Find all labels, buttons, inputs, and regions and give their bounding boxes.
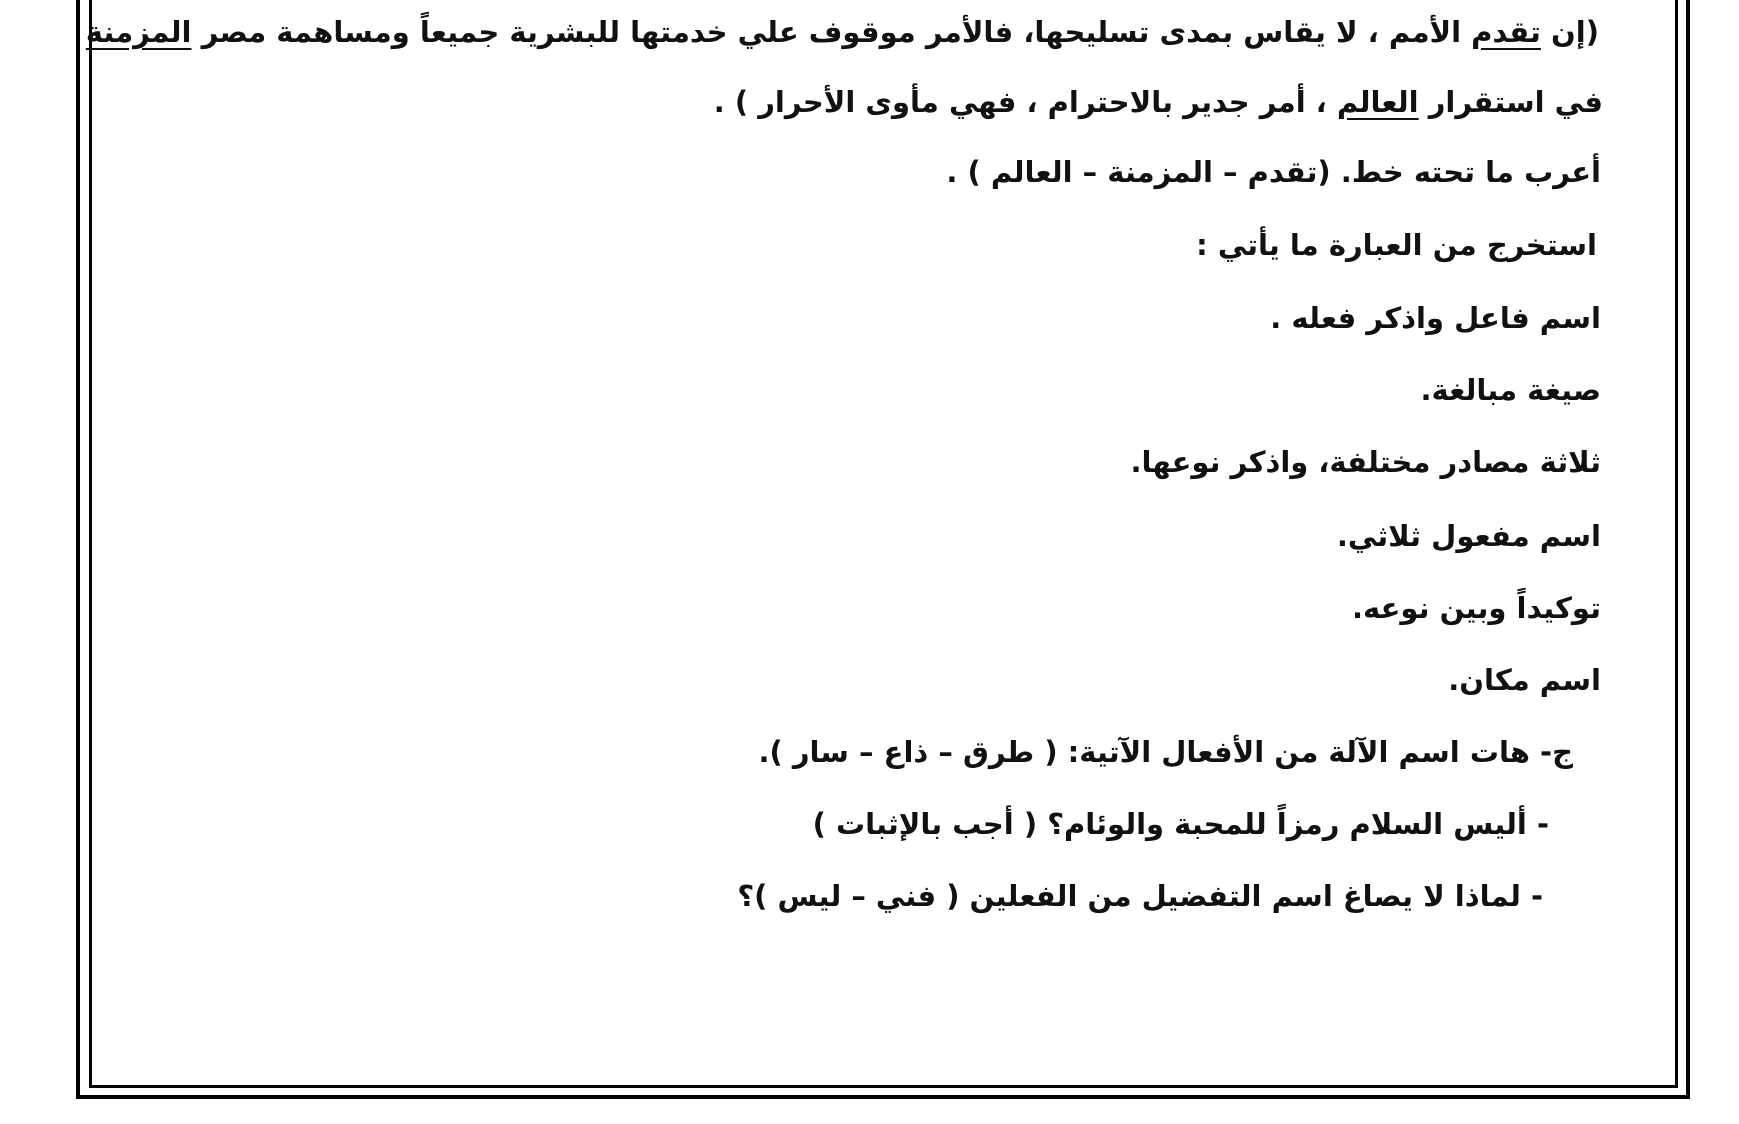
question-part-c: ج- هات اسم الآلة من الأفعال الآتية: ( طرق – ذاع – سار ). (758, 735, 1573, 769)
extract-item: اسم مفعول ثلاثي. (1336, 519, 1601, 553)
extract-item: اسم مكان. (1448, 663, 1601, 697)
underlined-word: العالم (1336, 85, 1419, 119)
underlined-word: تقدم (1471, 15, 1541, 49)
extract-heading: استخرج من العبارة ما يأتي : (1196, 228, 1597, 262)
question-parse: أعرب ما تحته خط. (تقدم – المزمنة – العالم ) . (946, 155, 1601, 189)
extract-item: توكيداً وبين نوعه. (1352, 591, 1601, 625)
question-peace: - أليس السلام رمزاً للمحبة والوئام؟ ( أجب بالإثبات ) (812, 807, 1549, 841)
passage-text: الأمم ، لا يقاس بمدى تسليحها، فالأمر موقوف علي خدمتها للبشرية جميعاً ومساهمة مصر (191, 15, 1472, 49)
extract-item: صيغة مبالغة. (1420, 373, 1601, 407)
passage-line-1 (86, 12, 1599, 52)
underlined-word: المزمنة (85, 15, 192, 49)
question-tafdeel: - لماذا لا يصاغ اسم التفضيل من الفعلين ( فني – ليس )؟ (737, 879, 1543, 913)
passage-text: ، أمر جدير بالاحترام ، فهي مأوى الأحرار ) . (713, 85, 1337, 119)
passage-line-2 (714, 82, 1603, 122)
passage-text: (إن (1540, 15, 1599, 49)
passage-text: في استقرار (1418, 85, 1603, 119)
extract-item: ثلاثة مصادر مختلفة، واذكر نوعها. (1130, 445, 1601, 479)
extract-item: اسم فاعل واذكر فعله . (1270, 301, 1601, 335)
